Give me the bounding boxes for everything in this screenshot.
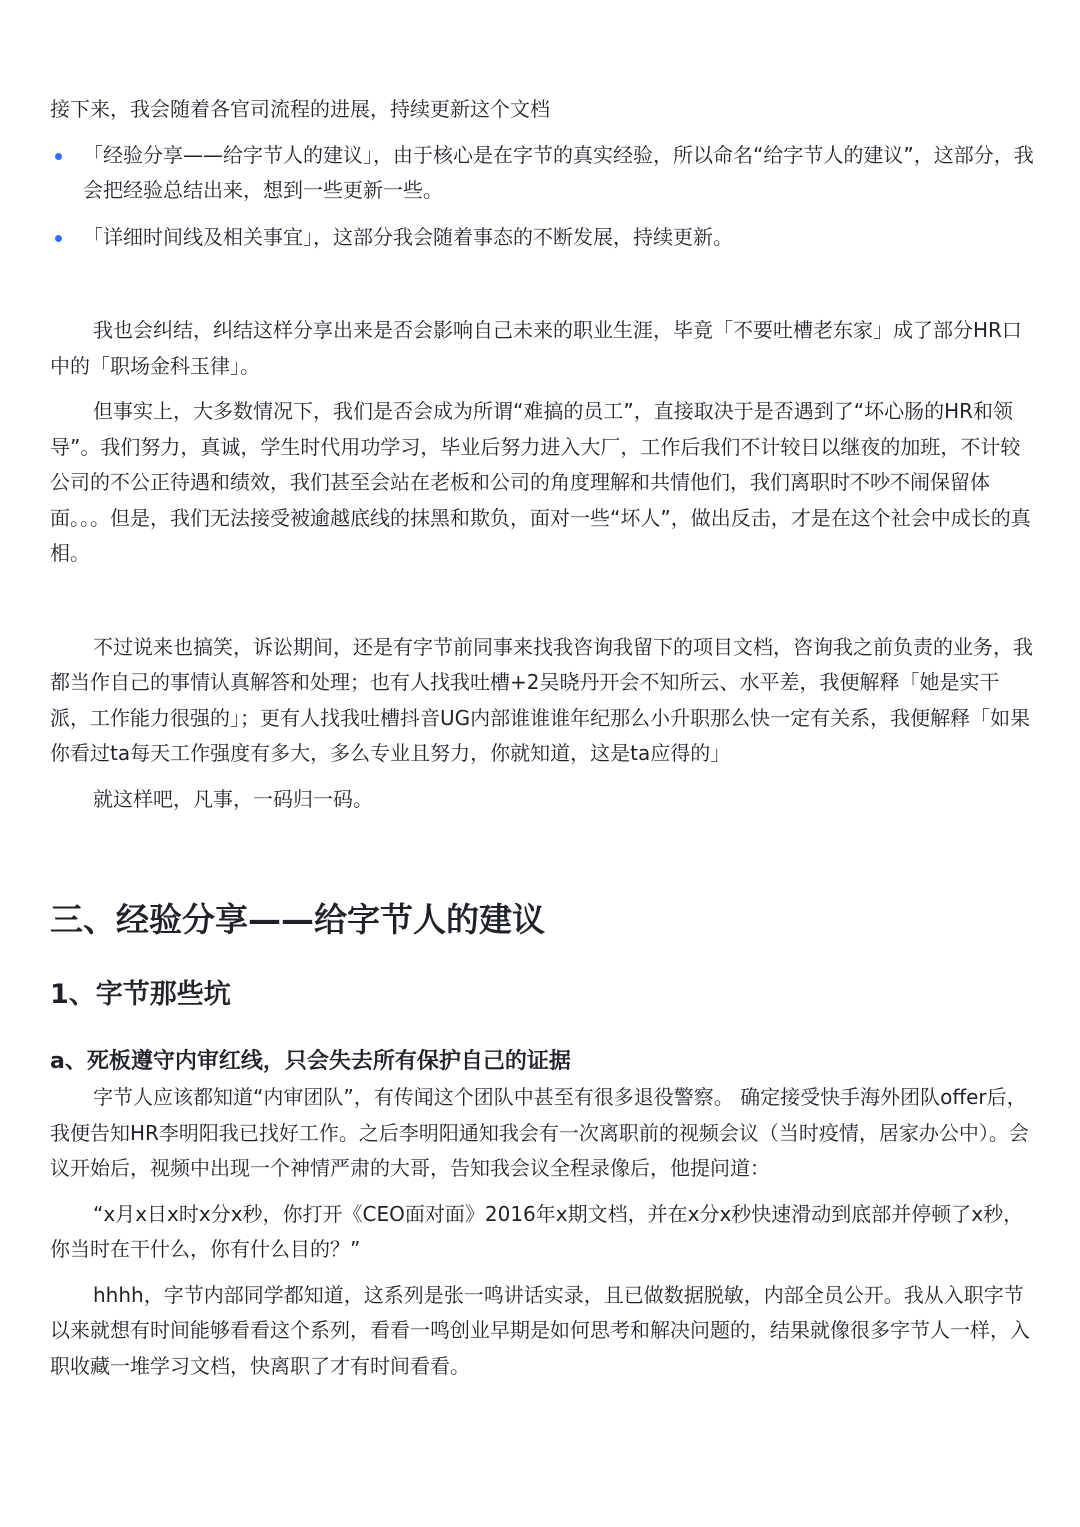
document-body xyxy=(50,92,1035,1384)
bullet-text: 「经验分享——给字节人的建议」，由于核心是在字节的真实经验，所以命名“给字节人的建议”，这部分，我会把经验总结出来，想到一些更新一些。 xyxy=(83,142,1034,202)
section-heading: 三、经验分享——给字节人的建议 xyxy=(50,900,545,939)
paragraph-explanation: hhhh，字节内部同学都知道，这系列是张一鸣讲话实录，且已做数据脱敏，内部全员公开。我从入职字节以来就想有时间能够看看这个系列，看看一鸣创业早期是如何思考和解决问题的，结果就像很多字节人一样，入职收藏一堆学习文档，快离职了才有时间看看。 xyxy=(50,1282,1030,1378)
list-item xyxy=(50,138,1035,209)
paragraph-closing: 就这样吧，凡事，一码归一码。 xyxy=(93,786,373,811)
paragraph-career-concern: 我也会纠结，纠结这样分享出来是否会影响自己未来的职业生涯，毕竟「不要吐槽老东家」成了部分HR口中的「职场金科玉律」。 xyxy=(50,318,1022,378)
paragraph-reality: 但事实上，大多数情况下，我们是否会成为所谓“难搞的员工”，直接取决于是否遇到了“坏心肠的HR和领导”。我们努力，真诚，学生时代用功学习，毕业后努力进入大厂，工作后我们不计较日以继夜的加班，不计较公司的不公正待遇和绩效，我们甚至会站在老板和公司的角度理解和共情他们，我们离职时不吵不闹保留体面。。。但是，我们无法接受被逾越底线的抹黑和欺负，面对一些“坏人”，做出反击，才是在这个社会中成长的真相。 xyxy=(50,399,1031,565)
subsection-heading: 1、字节那些坑 xyxy=(50,979,231,1010)
bullet-text: 「详细时间线及相关事宜」，这部分我会随着事态的不断发展，持续更新。 xyxy=(83,224,733,249)
paragraph-quote: “x月x日x时x分x秒，你打开《CEO面对面》2016年x期文档，并在x分x秒快速滑动到底部并停顿了x秒，你当时在干什么，你有什么目的？” xyxy=(50,1201,1024,1261)
intro-bullet-list xyxy=(50,138,1035,256)
subsubsection-heading: a、死板遵守内审红线，只会失去所有保护自己的证据 xyxy=(50,1049,571,1074)
bullet-dot-icon xyxy=(55,153,62,160)
intro-line: 接下来，我会随着各官司流程的进展，持续更新这个文档 xyxy=(50,97,550,121)
paragraph-colleagues: 不过说来也搞笑，诉讼期间，还是有字节前同事来找我咨询我留下的项目文档，咨询我之前负责的业务，我都当作自己的事情认真解答和处理；也有人找我吐槽+2吴晓丹开会不知所云、水平差，我便解释「她是实干派，工作能力很强的」；更有人找我吐槽抖音UG内部谁谁谁年纪那么小升职那么快一定有关系，我便解释「如果你看过ta每天工作强度有多大，多么专业且努力，你就知道，这是ta应得的」 xyxy=(50,634,1033,765)
bullet-dot-icon xyxy=(55,235,62,242)
paragraph-audit-team: 字节人应该都知道“内审团队”，有传闻这个团队中甚至有很多退役警察。 确定接受快手海外团队offer后，我便告知HR李明阳我已找好工作。之后李明阳通知我会有一次离职前的视频会议（当时疫情，居家办公中）。会议开始后，视频中出现一个神情严肃的大哥，告知我会议全程录像后，他提问道： xyxy=(50,1085,1029,1180)
list-item xyxy=(50,220,1035,256)
